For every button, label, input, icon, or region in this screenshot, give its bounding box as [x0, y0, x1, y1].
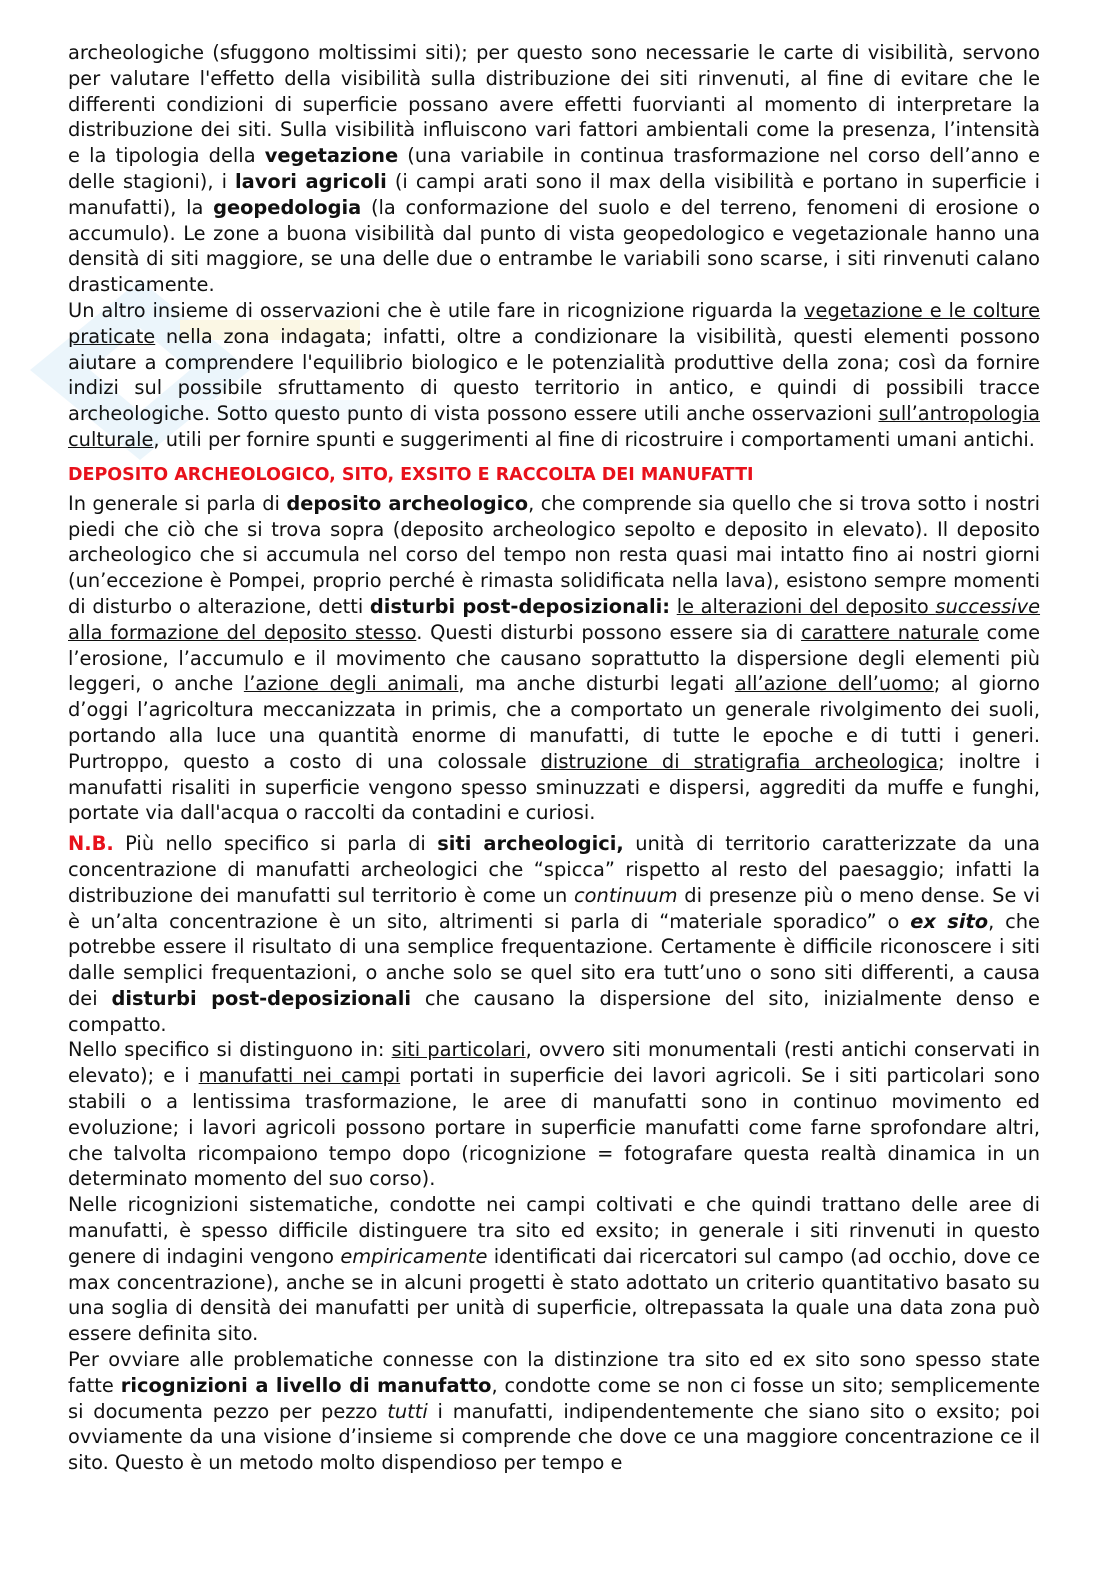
- underline-siti-particolari: siti particolari: [391, 1038, 526, 1062]
- paragraph-systematic: Nelle ricognizioni sistematiche, condotte nei campi coltivati e che quindi trattano delle aree di manufatti, è spesso difficile distinguere tra sito ed exsito; in generale i siti rinvenuti in questo genere di indagini vengono empiricamente identificati dai ricercatori sul campo (ad occhio, dove ce max concentrazione), anche se in alcuni progetti è stato adottato un criterio quantitativo basato su una soglia di densità dei manufatti per unità di superficie, oltrepassata la quale una data zona può essere definita sito.: [68, 1193, 1040, 1346]
- term-siti: siti archeologici,: [437, 832, 624, 856]
- underline-alterazioni: le alterazioni del deposito successive alla formazione del deposito stesso: [68, 594, 1041, 644]
- term-ricognizioni: ricognizioni a livello di manufatto: [120, 1373, 492, 1397]
- underline-vegetazione-colture: vegetazione e le colture praticate: [68, 298, 1041, 348]
- paragraph-deposit: In generale si parla di deposito archeologico, che comprende sia quello che si trova sotto i nostri piedi che ciò che si trova sopra (deposito archeologico sepolto e deposito in elevato). Il deposito archeologico che si accumula nel corso del tempo non resta quasi mai intatto fino ai nostri giorni (un’eccezione è Pompei, proprio perché è rimasta solidificata nella lava), esistono sempre momenti di disturbo o alterazione, detti disturbi post-deposizionali: le alterazioni del deposito successive alla formazione del deposito stesso. Questi disturbi possono essere sia di carattere naturale come l’erosione, l’accumulo e il movimento che causano soprattutto la dispersione degli elementi più leggeri, o anche l’azione degli animali, ma anche disturbi legati all’azione dell’uomo; al giorno d’oggi l’agricoltura meccanizzata in primis, che a comportato un generale rivolgimento dei suoli, portando alla luce una quantità enorme di manufatti, di tutte le epoche e di tutti i generi. Purtroppo, questo a costo di una colossale distruzione di stratigrafia archeologica; inoltre i manufatti risaliti in superficie vengono spesso sminuzzati e dispersi, aggrediti da muffe e funghi, portate via dall'acqua o raccolti da contadini e curiosi.: [68, 491, 1041, 825]
- paragraph-vegetation: Un altro insieme di osservazioni che è utile fare in ricognizione riguarda la vegetazione e le colture praticate nella zona indagata; infatti, oltre a condizionare la visibilità, questi elementi possono aiutare a comprendere l'equilibrio biologico e le potenzialità produttive della zona; così da fornire indizi sul possibile sfruttamento di questo territorio in antico, e quindi di possibili tracce archeologiche. Sotto questo punto di vista possono essere utili anche osservazioni sull’antropologia culturale, utili per fornire spunti e suggerimenti al fine di ricostruire i comportamenti umani antichi.: [68, 298, 1041, 451]
- underline-distruzione: distruzione di stratigrafia archeologica: [540, 749, 939, 773]
- term-geopedologia: geopedologia: [213, 195, 362, 219]
- underline-uomo: all’azione dell’uomo: [734, 672, 934, 696]
- term-ex-sito: ex sito: [910, 909, 989, 933]
- paragraph-manufatto: Per ovviare alle problematiche connesse con la distinzione tra sito ed ex sito sono spesso state fatte ricognizioni a livello di manufatto, condotte come se non ci fosse un sito; semplicemente si documenta pezzo per pezzo tutti i manufatti, indipendentemente che siano sito o exsito; poi ovviamente da una visione d’insieme si comprende che dove ce una maggiore concentrazione ce il sito. Questo è un metodo molto dispendioso per tempo e: [68, 1348, 1040, 1475]
- underline-manufatti-campi: manufatti nei campi: [198, 1064, 401, 1088]
- underline-carattere-naturale: carattere naturale: [801, 620, 979, 644]
- term-vegetazione: vegetazione: [264, 144, 399, 168]
- paragraph-visibility: archeologiche (sfuggono moltissimi siti); per questo sono necessarie le carte di visibilità, servono per valutare l'effetto della visibilità sulla distribuzione dei siti rinvenuti, al fine di evitare che le differenti condizioni di superficie possano avere effetti fuorvianti al momento di interpretare la distribuzione dei siti. Sulla visibilità influiscono vari fattori ambientali come la presenza, l’intensità e la tipologia della vegetazione (una variabile in continua trasformazione nel corso dell’anno e delle stagioni), i lavori agricoli (i campi arati sono il max della visibilità e portano in superficie i manufatti), la geopedologia (la conformazione del suolo e del terreno, fenomeni di erosione o accumulo). Le zone a buona visibilità dal punto di vista geopedologico e vegetazionale hanno una densità di siti maggiore, se una delle due o entrambe le variabili sono scarse, i siti rinvenuti calano drasticamente.: [68, 41, 1041, 297]
- paragraph-distinction: Nello specifico si distinguono in: siti particolari, ovvero siti monumentali (resti antichi conservati in elevato); e i manufatti nei campi portati in superficie dei lavori agricoli. Se i siti particolari sono stabili o a lentissima trasformazione, le aree di manufatti sono in continuo movimento ed evoluzione; i lavori agricoli possono portare in superficie manufatti come farne sprofondare altri, che talvolta ricompaiono tempo dopo (ricognizione = fotografare questa realtà dinamica in un determinato momento del suo corso).: [68, 1038, 1040, 1191]
- term-deposito: deposito archeologico: [286, 491, 529, 515]
- paragraph-nb: N.B. Più nello specifico si parla di siti archeologici, unità di territorio caratterizzate da una concentrazione di manufatti archeologici che “spicca” rispetto al resto del paesaggio; infatti la distribuzione dei manufatti sul territorio è come un continuum di presenze più o meno dense. Se vi è un’alta concentrazione è un sito, altrimenti si parla di “materiale sporadico” o ex sito, che potrebbe essere il risultato di una semplice frequentazione. Certamente è difficile riconoscere i siti dalle semplici frequentazioni, o anche solo se quel sito era tutt’uno o sono siti differenti, a causa dei disturbi post-deposizionali che causano la dispersione del sito, inizialmente denso e compatto.: [68, 832, 1040, 1036]
- underline-antropologia: sull’antropologia culturale: [68, 402, 1040, 451]
- term-continuum: continuum: [574, 883, 678, 907]
- nb-label: N.B.: [68, 832, 114, 856]
- section-heading: DEPOSITO ARCHEOLOGICO, SITO, EXSITO E RACCOLTA DEI MANUFATTI: [68, 464, 754, 485]
- term-tutti: tutti: [387, 1399, 428, 1423]
- term-disturbi: disturbi post-deposizionali:: [369, 594, 671, 618]
- term-lavori-agricoli: lavori agricoli: [235, 169, 387, 193]
- term-empiricamente: empiricamente: [340, 1244, 488, 1268]
- term-disturbi-2: disturbi post-deposizionali: [111, 986, 412, 1010]
- underline-animali: l’azione degli animali: [243, 672, 459, 696]
